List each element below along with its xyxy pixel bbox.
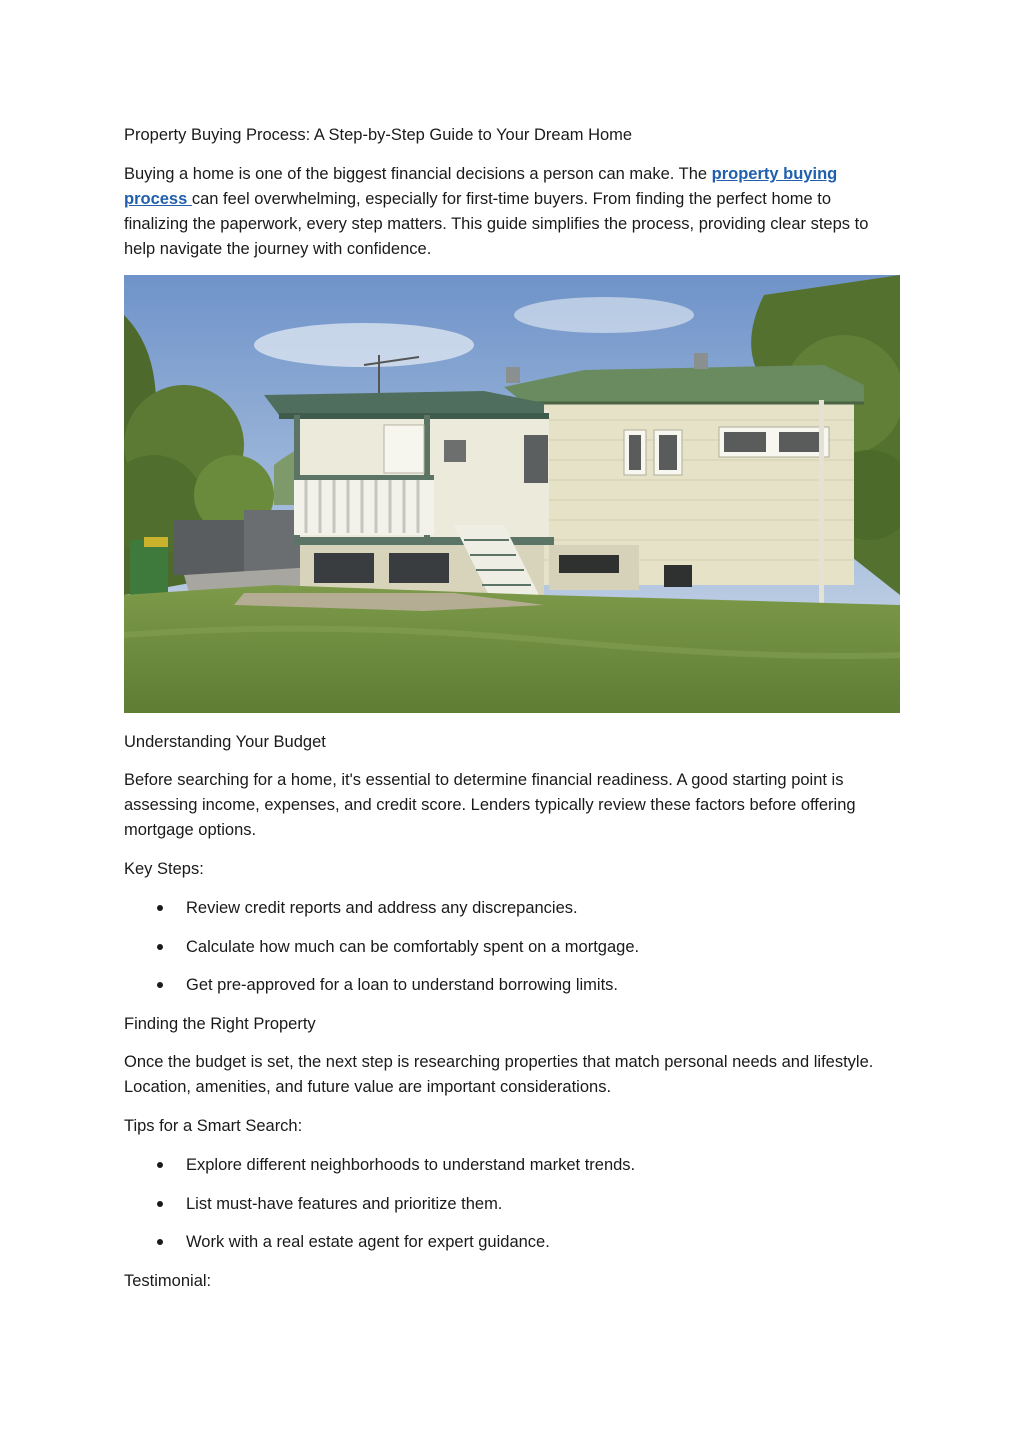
- list-item: List must-have features and prioritize them.: [124, 1192, 900, 1231]
- list-item: Review credit reports and address any discrepancies.: [124, 896, 900, 935]
- bullet-icon: [157, 1162, 163, 1168]
- key-steps-label: Key Steps:: [124, 860, 204, 878]
- intro-text-before-link: Buying a home is one of the biggest financial decisions a person can make. The: [124, 165, 712, 183]
- budget-paragraph: Before searching for a home, it's essential to determine financial readiness. A good starting point is assessing income, expenses, and credit score. Lenders typically review these factors before offering mortgage options.: [124, 771, 856, 839]
- budget-heading: Understanding Your Budget: [124, 733, 326, 751]
- document-title: Property Buying Process: A Step-by-Step Guide to Your Dream Home: [124, 126, 633, 144]
- intro-paragraph: [124, 162, 894, 262]
- list-item: Work with a real estate agent for expert guidance.: [124, 1230, 900, 1269]
- bullet-icon: [157, 1239, 163, 1245]
- tips-list: [124, 1153, 900, 1269]
- property-buying-process-link[interactable]: property buying process: [124, 165, 838, 208]
- property-heading: Finding the Right Property: [124, 1015, 316, 1033]
- bullet-icon: [157, 944, 163, 950]
- property-paragraph: Once the budget is set, the next step is researching properties that match personal needs and lifestyle. Location, amenities, and future value are important considerations.: [124, 1053, 874, 1096]
- testimonial-label: Testimonial:: [124, 1272, 212, 1290]
- list-item: Get pre-approved for a loan to understand borrowing limits.: [124, 973, 900, 1012]
- house-photo: [124, 275, 900, 713]
- list-item: Calculate how much can be comfortably spent on a mortgage.: [124, 935, 900, 974]
- list-item: Explore different neighborhoods to understand market trends.: [124, 1153, 900, 1192]
- bullet-icon: [157, 1201, 163, 1207]
- bullet-icon: [157, 982, 163, 988]
- key-steps-list: [124, 896, 900, 1012]
- bullet-icon: [157, 905, 163, 911]
- tips-label: Tips for a Smart Search:: [124, 1117, 303, 1135]
- intro-text-after-link: can feel overwhelming, especially for first-time buyers. From finding the perfect home to finalizing the paperwork, every step matters. This guide simplifies the process, providing clear steps to help navigate the journey with confidence.: [124, 190, 869, 258]
